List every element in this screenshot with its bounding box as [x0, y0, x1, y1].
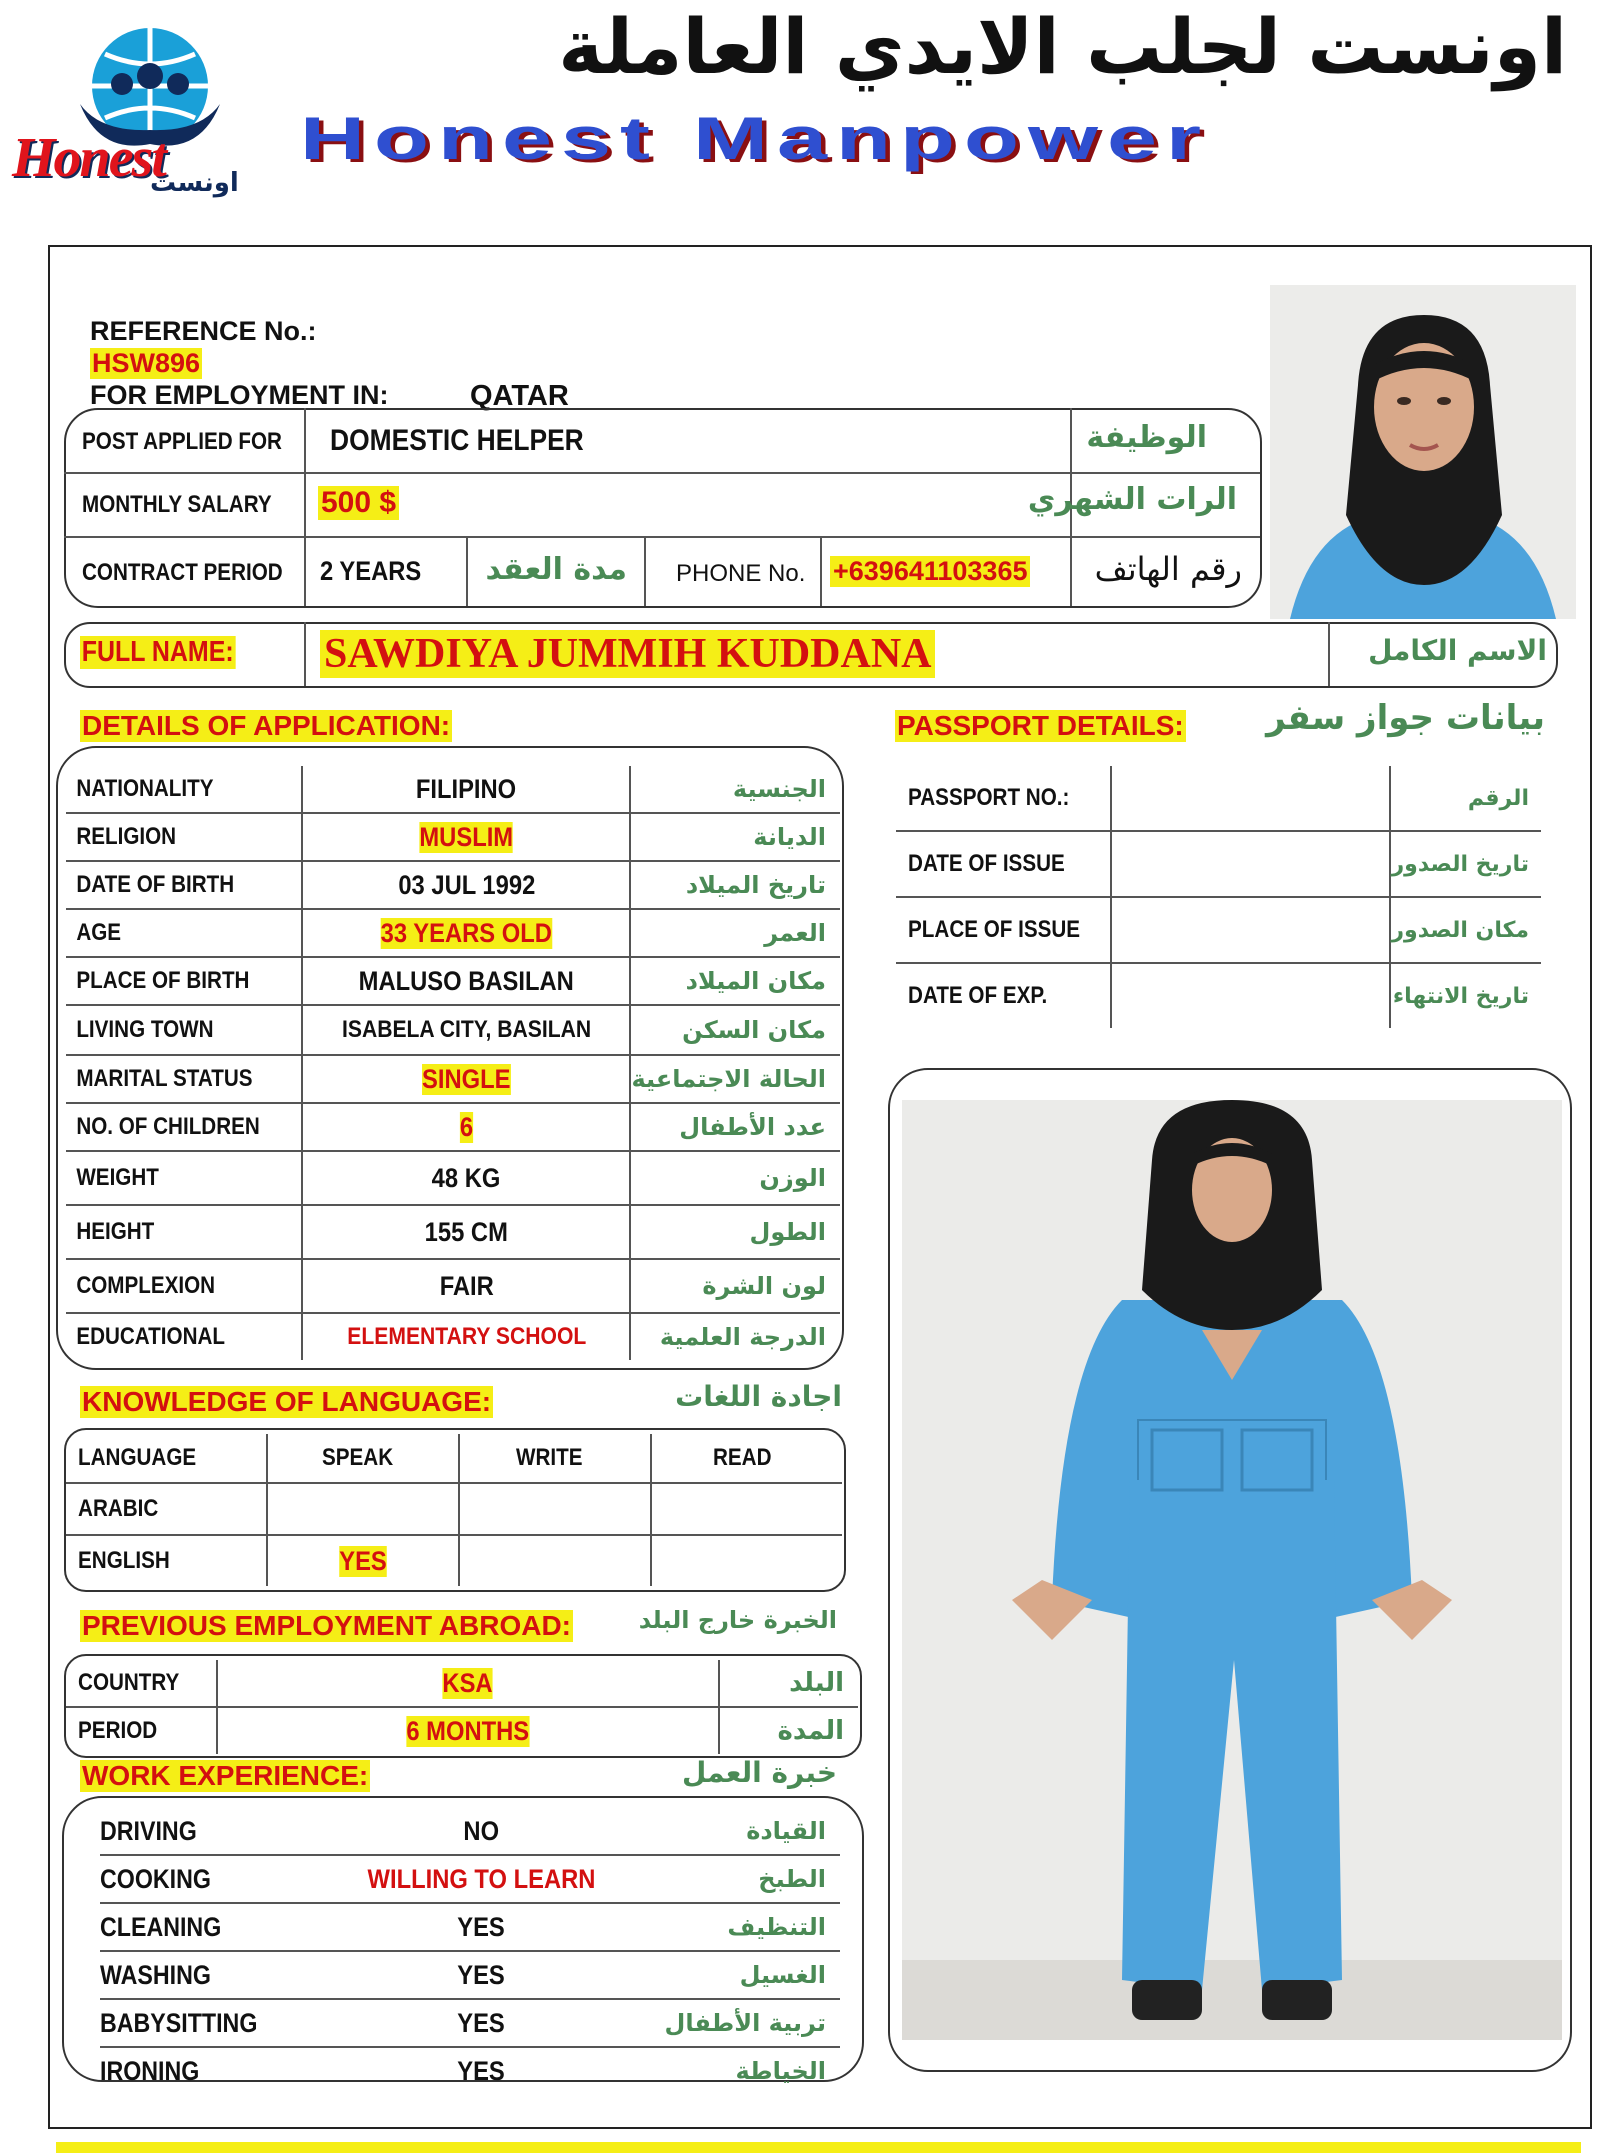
applicant-full-body-photo	[902, 1100, 1562, 2040]
previous-row	[66, 1707, 858, 1754]
work-row	[100, 2047, 840, 2094]
logo-word: Honest	[12, 127, 165, 189]
language-title-arabic: اجادة اللغات	[675, 1380, 842, 1413]
passport-label: PLACE OF ISSUE	[908, 916, 1081, 943]
details-label: NATIONALITY	[76, 775, 214, 802]
details-row	[66, 1103, 840, 1151]
passport-label: DATE OF EXP.	[908, 982, 1048, 1009]
language-header: READ	[712, 1444, 772, 1471]
details-arabic: تاريخ الميلاد	[685, 871, 826, 899]
details-label: EDUCATIONAL	[76, 1323, 225, 1350]
details-row	[66, 813, 840, 861]
details-value: MALUSO BASILAN	[358, 965, 574, 996]
job-col-divider	[644, 536, 646, 606]
full-name-label: FULL NAME:	[81, 636, 234, 668]
passport-table	[896, 766, 1541, 1028]
details-arabic: الدرجة العلمية	[659, 1323, 826, 1351]
work-label: IRONING	[100, 2055, 200, 2086]
passport-arabic: تاريخ الانتهاء	[1392, 983, 1529, 1009]
name-col-divider	[1328, 622, 1330, 686]
details-row	[66, 1005, 840, 1055]
company-name-arabic: اونست لجلب الايدي العاملة	[558, 2, 1567, 91]
job-col-divider	[304, 408, 306, 606]
details-arabic: مكان السكن	[682, 1016, 826, 1044]
passport-row	[896, 963, 1541, 1028]
work-table	[100, 1808, 840, 2094]
phone-label: PHONE No.	[676, 560, 806, 587]
passport-title-arabic: بيانات جواز سفر	[1266, 698, 1545, 738]
details-table	[66, 766, 840, 1360]
contract-value: 2 YEARS	[320, 556, 422, 586]
details-value: 6	[459, 1111, 473, 1142]
details-arabic: لون الشرة	[702, 1272, 826, 1300]
post-label: POST APPLIED FOR	[82, 428, 282, 455]
details-row	[66, 1313, 840, 1360]
passport-row	[896, 766, 1541, 831]
language-name: ARABIC	[78, 1495, 159, 1522]
language-header: WRITE	[516, 1444, 583, 1471]
work-arabic: الغسيل	[739, 1961, 826, 1989]
details-arabic: مكان الميلاد	[685, 967, 826, 995]
post-arabic: الوظيفة	[1086, 420, 1207, 455]
details-label: WEIGHT	[76, 1164, 159, 1191]
job-row-divider	[64, 536, 1260, 538]
details-row	[66, 1205, 840, 1259]
passport-label: DATE OF ISSUE	[908, 850, 1065, 877]
work-arabic: تربية الأطفال	[664, 2009, 826, 2037]
passport-label: PASSPORT NO.:	[908, 784, 1070, 811]
previous-title-arabic: الخبرة خارج البلد	[638, 1606, 837, 1634]
work-arabic: الخياطة	[735, 2057, 826, 2085]
details-arabic: عدد الأطفال	[679, 1113, 826, 1141]
details-value: FAIR	[439, 1270, 494, 1301]
work-row	[100, 1855, 840, 1903]
previous-value: KSA	[442, 1667, 494, 1698]
full-name-arabic: الاسم الكامل	[1368, 634, 1547, 667]
passport-arabic: الرقم	[1467, 785, 1529, 811]
language-row	[66, 1535, 842, 1586]
details-arabic: الحالة الاجتماعية	[631, 1065, 826, 1093]
contract-label: CONTRACT PERIOD	[82, 559, 283, 586]
work-label: BABYSITTING	[100, 2007, 258, 2038]
details-value: 155 CM	[424, 1216, 508, 1247]
details-value: 03 JUL 1992	[397, 869, 535, 900]
details-value: SINGLE	[422, 1063, 511, 1094]
details-label: NO. OF CHILDREN	[76, 1113, 260, 1140]
previous-row	[66, 1660, 858, 1707]
work-arabic: التنظيف	[727, 1913, 826, 1941]
details-row	[66, 909, 840, 957]
work-value: NO	[463, 1815, 500, 1846]
job-row-divider	[64, 472, 1260, 474]
details-row	[66, 957, 840, 1005]
details-title: DETAILS OF APPLICATION:	[82, 710, 451, 741]
job-col-divider	[466, 536, 468, 606]
employment-label: FOR EMPLOYMENT IN:	[90, 380, 389, 410]
previous-arabic: المدة	[777, 1716, 844, 1746]
details-value: 33 YEARS OLD	[380, 917, 552, 948]
work-label: CLEANING	[100, 1911, 222, 1942]
details-arabic: الطول	[749, 1218, 826, 1246]
full-name-value: SAWDIYA JUMMIH KUDDANA	[320, 630, 935, 678]
details-label: LIVING TOWN	[76, 1016, 214, 1043]
previous-value: 6 MONTHS	[406, 1715, 530, 1746]
details-label: PLACE OF BIRTH	[76, 967, 250, 994]
language-name: ENGLISH	[78, 1547, 170, 1574]
work-row	[100, 1808, 840, 1855]
work-row	[100, 1999, 840, 2047]
details-row	[66, 861, 840, 909]
details-value: 48 KG	[431, 1162, 501, 1193]
details-arabic: الديانة	[753, 823, 826, 851]
details-row	[66, 1151, 840, 1205]
language-title: KNOWLEDGE OF LANGUAGE:	[82, 1386, 492, 1417]
work-value: YES	[457, 1959, 506, 1990]
logo-arabic: اونست	[150, 168, 239, 198]
details-arabic: الوزن	[759, 1164, 826, 1192]
details-row	[66, 766, 840, 813]
passport-row	[896, 897, 1541, 963]
work-value: YES	[457, 1911, 506, 1942]
work-label: DRIVING	[100, 1815, 197, 1846]
work-title-arabic: خبرة العمل	[682, 1756, 837, 1789]
details-value: MUSLIM	[419, 821, 514, 852]
details-label: MARITAL STATUS	[76, 1065, 253, 1092]
language-row	[66, 1483, 842, 1535]
contract-arabic: مدة العقد	[485, 552, 627, 587]
previous-table	[66, 1660, 858, 1754]
details-value: ISABELA CITY, BASILAN	[341, 1016, 591, 1043]
previous-label: PERIOD	[78, 1717, 158, 1744]
details-value: FILIPINO	[416, 773, 517, 804]
phone-arabic: رقم الهاتف	[1094, 550, 1242, 588]
language-speak: YES	[339, 1545, 387, 1576]
details-label: COMPLEXION	[76, 1272, 216, 1299]
passport-row	[896, 831, 1541, 897]
applicant-headshot	[1270, 285, 1576, 619]
details-label: HEIGHT	[76, 1218, 155, 1245]
work-row	[100, 1951, 840, 1999]
footer-strip	[56, 2142, 1581, 2153]
work-row	[100, 1903, 840, 1951]
work-arabic: القيادة	[746, 1817, 826, 1845]
details-arabic: العمر	[764, 919, 826, 947]
previous-title: PREVIOUS EMPLOYMENT ABROAD:	[82, 1610, 571, 1641]
previous-label: COUNTRY	[78, 1669, 180, 1696]
details-label: AGE	[76, 919, 122, 946]
work-value: YES	[457, 2007, 506, 2038]
language-table	[66, 1434, 842, 1586]
details-row	[66, 1259, 840, 1313]
work-value: WILLING TO LEARN	[367, 1863, 596, 1894]
phone-value: +639641103365	[830, 556, 1030, 587]
work-value: YES	[457, 2055, 506, 2086]
work-label: WASHING	[100, 1959, 211, 1990]
details-label: DATE OF BIRTH	[76, 871, 235, 898]
salary-label: MONTHLY SALARY	[82, 491, 272, 518]
passport-title: PASSPORT DETAILS:	[897, 710, 1184, 741]
details-label: RELIGION	[76, 823, 177, 850]
details-value: ELEMENTARY SCHOOL	[346, 1323, 586, 1350]
previous-arabic: البلد	[789, 1668, 844, 1698]
company-name-english: Honest Manpower	[300, 105, 1211, 172]
passport-arabic: مكان الصدور	[1391, 917, 1529, 943]
details-arabic: الجنسية	[732, 775, 826, 803]
work-title: WORK EXPERIENCE:	[82, 1760, 369, 1791]
job-col-divider	[820, 536, 822, 606]
work-label: COOKING	[100, 1863, 211, 1894]
work-arabic: الطبخ	[758, 1865, 826, 1893]
salary-arabic: الرات الشهري	[1027, 482, 1237, 517]
post-value: DOMESTIC HELPER	[330, 424, 584, 457]
language-header-row	[66, 1434, 842, 1483]
reference-value: HSW896	[92, 348, 201, 378]
employment-value: QATAR	[470, 380, 569, 412]
language-header: SPEAK	[321, 1444, 393, 1471]
salary-value: 500 $	[318, 486, 399, 520]
details-row	[66, 1055, 840, 1103]
language-header: LANGUAGE	[78, 1444, 197, 1471]
name-col-divider	[304, 622, 306, 686]
reference-label: REFERENCE No.:	[90, 316, 317, 346]
passport-arabic: تاريخ الصدور	[1391, 851, 1529, 877]
